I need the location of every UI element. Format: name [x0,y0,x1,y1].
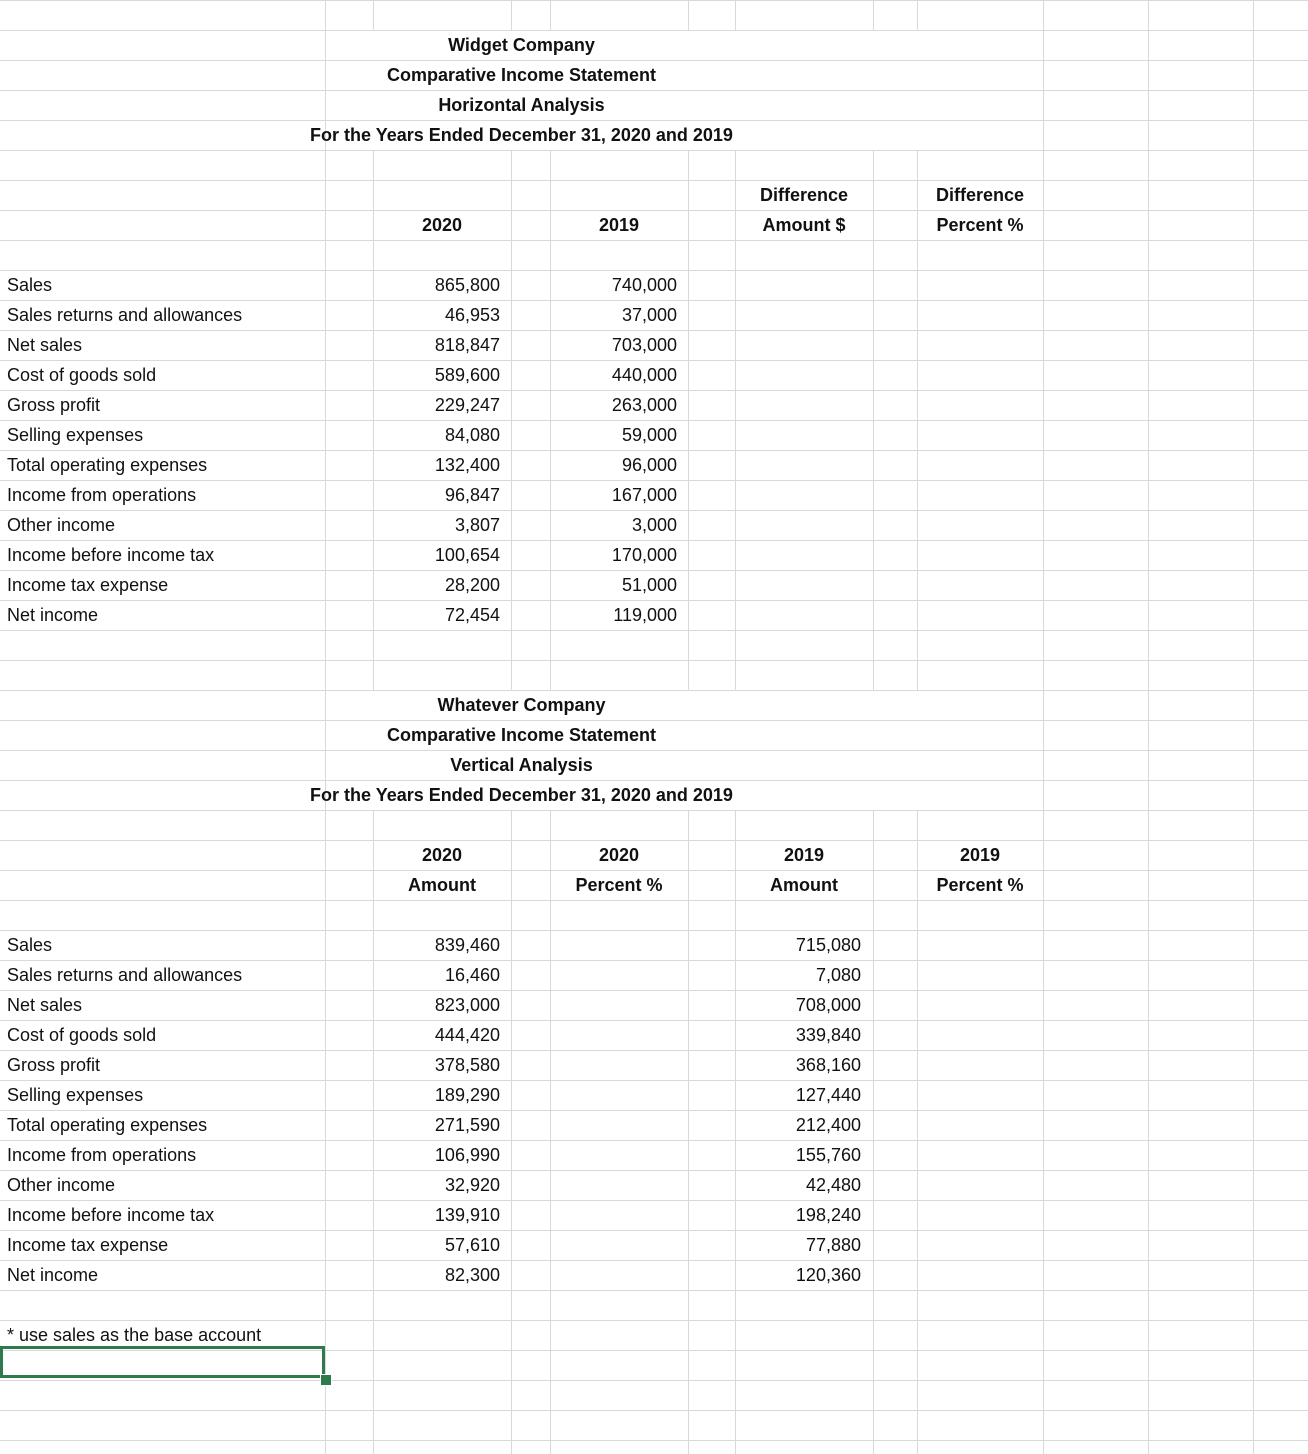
row-label: Income from operations [7,485,197,505]
column-gridline [873,0,874,30]
row-label: Income before income tax [7,1205,215,1225]
column-gridline [550,0,551,30]
row-gridline [0,1050,1308,1051]
column-gridline [735,0,736,30]
amount-2020: 189,290 [434,1085,500,1105]
row-gridline [0,150,1308,151]
column-gridline [1148,0,1149,1454]
column-gridline [735,810,736,1454]
row-label: Income from operations [7,1145,197,1165]
amount-2020: 32,920 [444,1175,500,1195]
h-header-2020: 2020 [421,215,463,235]
v-header-2020-percent-top: 2020 [598,845,640,865]
amount-2019: 170,000 [611,545,677,565]
amount-2020: 818,847 [434,335,500,355]
row-gridline [0,1440,1308,1441]
row-gridline [0,1230,1308,1231]
h-header-diff-percent-top: Difference [935,185,1025,205]
v-header-2020-percent: Percent % [575,875,663,895]
row-label: Selling expenses [7,1085,144,1105]
amount-2020: 132,400 [434,455,500,475]
amount-2020: 96,847 [444,485,500,505]
column-gridline [688,150,689,690]
amount-2019: 155,760 [795,1145,861,1165]
amount-2019: 198,240 [795,1205,861,1225]
row-label: Income tax expense [7,575,169,595]
selected-cell[interactable] [0,1346,325,1378]
amount-2020: 100,654 [434,545,500,565]
column-gridline [373,810,374,1454]
h-statement-title: Comparative Income Statement [386,65,657,85]
row-label: Income tax expense [7,1235,169,1255]
v-header-2019-percent: Percent % [936,875,1024,895]
row-label: Net sales [7,335,83,355]
row-label: Sales [7,935,53,955]
amount-2020: 823,000 [434,995,500,1015]
row-gridline [0,1380,1308,1381]
row-gridline [0,180,1308,181]
amount-2020: 271,590 [434,1115,500,1135]
row-label: Sales [7,275,53,295]
v-header-2019-amount: Amount [770,875,838,895]
h-period-title: For the Years Ended December 31, 2020 and 2019 [310,125,733,145]
amount-2019: 96,000 [621,455,677,475]
row-gridline [0,1140,1308,1141]
column-gridline [373,0,374,30]
column-gridline [1043,0,1044,1454]
amount-2020: 82,300 [444,1265,500,1285]
amount-2019: 37,000 [621,305,677,325]
row-gridline [0,900,1308,901]
v-statement-title: Comparative Income Statement [386,725,657,745]
row-label: Income before income tax [7,545,215,565]
h-header-diff-amount: Amount $ [762,215,846,235]
column-gridline [917,0,918,30]
row-label: Cost of goods sold [7,1025,157,1045]
row-gridline [0,1410,1308,1411]
amount-2019: 119,000 [613,605,677,625]
amount-2019: 703,000 [611,335,677,355]
row-gridline [0,240,1308,241]
column-gridline [873,150,874,690]
h-header-diff-percent: Percent % [936,215,1024,235]
row-gridline [0,1290,1308,1291]
row-label: Selling expenses [7,425,144,445]
column-gridline [1253,0,1254,1454]
row-label: Sales returns and allowances [7,305,243,325]
h-company-title: Widget Company [448,35,595,55]
row-gridline [0,810,1308,811]
row-gridline [0,630,1308,631]
v-header-2019-amount-top: 2019 [783,845,825,865]
row-label: Other income [7,1175,116,1195]
amount-2019: 120,360 [795,1265,861,1285]
row-label: Net income [7,605,99,625]
h-header-2019: 2019 [598,215,640,235]
amount-2019: 368,160 [795,1055,861,1075]
row-gridline [0,930,1308,931]
row-gridline [0,0,1308,1]
amount-2020: 229,247 [434,395,500,415]
amount-2020: 589,600 [434,365,500,385]
amount-2019: 42,480 [805,1175,861,1195]
h-analysis-title: Horizontal Analysis [438,95,605,115]
v-header-2020-amount-top: 2020 [421,845,463,865]
v-header-2019-percent-top: 2019 [959,845,1001,865]
h-header-diff-amount-top: Difference [759,185,849,205]
row-gridline [0,1260,1308,1261]
amount-2020: 16,460 [444,965,500,985]
row-label: Net sales [7,995,83,1015]
row-label: Gross profit [7,395,101,415]
amount-2019: 715,080 [795,935,861,955]
v-header-2020-amount: Amount [408,875,476,895]
amount-2019: 51,000 [621,575,677,595]
amount-2019: 708,000 [795,995,861,1015]
amount-2019: 127,440 [795,1085,861,1105]
row-gridline [0,1170,1308,1171]
amount-2019: 440,000 [611,365,677,385]
amount-2019: 740,000 [611,275,677,295]
base-account-note: * use sales as the base account [7,1325,262,1345]
amount-2020: 106,990 [434,1145,500,1165]
amount-2019: 339,840 [795,1025,861,1045]
row-label: Total operating expenses [7,455,208,475]
column-gridline [550,810,551,1454]
amount-2019: 7,080 [815,965,861,985]
column-gridline [511,810,512,1454]
row-gridline [0,990,1308,991]
amount-2020: 3,807 [454,515,500,535]
amount-2020: 57,610 [444,1235,500,1255]
v-company-title: Whatever Company [437,695,606,715]
column-gridline [917,810,918,1454]
amount-2019: 3,000 [631,515,677,535]
v-period-title: For the Years Ended December 31, 2020 and 2019 [310,785,733,805]
amount-2019: 263,000 [611,395,677,415]
row-gridline [0,1020,1308,1021]
amount-2019: 77,880 [805,1235,861,1255]
row-gridline [0,1080,1308,1081]
row-label: Other income [7,515,116,535]
amount-2020: 839,460 [434,935,500,955]
row-label: Total operating expenses [7,1115,208,1135]
row-label: Net income [7,1265,99,1285]
column-gridline [511,0,512,30]
amount-2020: 46,953 [444,305,500,325]
amount-2019: 59,000 [621,425,677,445]
column-gridline [688,0,689,30]
row-gridline [0,660,1308,661]
amount-2020: 28,200 [444,575,500,595]
amount-2020: 378,580 [434,1055,500,1075]
row-label: Sales returns and allowances [7,965,243,985]
v-analysis-title: Vertical Analysis [450,755,593,775]
amount-2020: 84,080 [444,425,500,445]
column-gridline [511,150,512,690]
fill-handle[interactable] [320,1374,332,1386]
amount-2020: 444,420 [434,1025,500,1045]
amount-2020: 865,800 [434,275,500,295]
amount-2020: 139,910 [434,1205,500,1225]
column-gridline [688,810,689,1454]
row-label: Cost of goods sold [7,365,157,385]
amount-2019: 167,000 [611,485,677,505]
amount-2020: 72,454 [444,605,500,625]
amount-2019: 212,400 [795,1115,861,1135]
column-gridline [873,810,874,1454]
row-label: Gross profit [7,1055,101,1075]
